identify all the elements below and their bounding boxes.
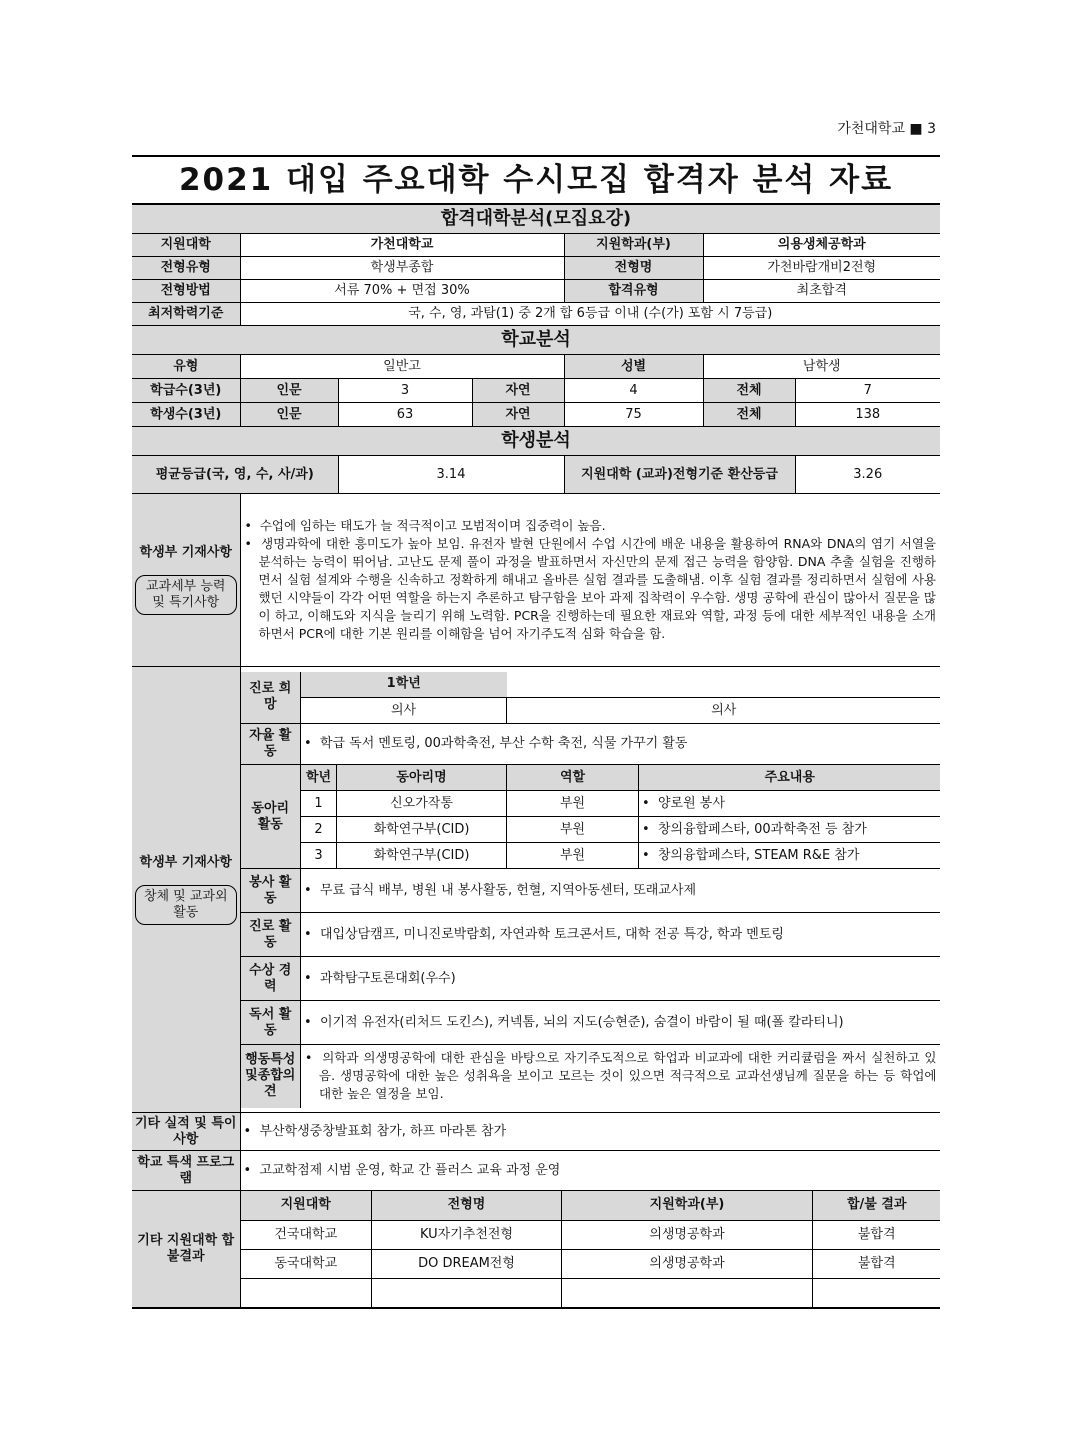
page-title: 2021 대입 주요대학 수시모집 합격자 분석 자료 <box>178 162 894 198</box>
behavior-label: 행동특성및종합의견 <box>241 1045 301 1108</box>
others-table <box>241 1191 941 1307</box>
club-role: 부원 <box>507 817 639 843</box>
club-year: 2 <box>301 817 337 843</box>
others-univ: 동국대학교 <box>241 1249 372 1278</box>
club-row <box>241 843 941 869</box>
method-value: 서류 70% + 면접 30% <box>240 280 564 303</box>
career-act-label: 진로 활동 <box>241 913 301 957</box>
club-header: 주요내용 <box>639 765 941 791</box>
analysis-table <box>132 203 940 1309</box>
record-label: 학생부 기재사항 <box>139 854 232 870</box>
others-row-empty <box>241 1278 941 1307</box>
others-header: 지원학과(부) <box>562 1191 813 1220</box>
students-label: 학생수(3년) <box>132 403 240 427</box>
total-label: 전체 <box>703 403 795 427</box>
section-student: 학생분석 <box>132 427 940 456</box>
avg-value: 3.14 <box>338 456 564 494</box>
kind-label: 유형 <box>132 355 240 379</box>
club-content: • 창의융합페스타, 00과학축전 등 참가 <box>639 817 941 843</box>
volunteer-value: • 무료 급식 배부, 병원 내 봉사활동, 헌혈, 지역아동센터, 또래교사제 <box>301 869 941 913</box>
others-result: 불합격 <box>813 1249 941 1278</box>
career-label: 진로 희망 <box>241 672 301 724</box>
subject-note: • 수업에 임하는 태도가 늘 적극적이고 모범적이며 집중력이 높음. <box>244 518 606 533</box>
type-value: 학생부종합 <box>240 257 564 280</box>
self-value: • 학급 독서 멘토링, 00과학축전, 부산 수학 축전, 식물 가꾸기 활동 <box>301 724 941 765</box>
univ-value: 가천대학교 <box>240 234 564 257</box>
subject-badge: 교과세부 능력 및 특기사항 <box>135 575 237 615</box>
subject-record-label <box>132 494 240 667</box>
others-dept: 의생명공학과 <box>562 1220 813 1249</box>
club-row <box>241 791 941 817</box>
club-name: 화학연구부(CID) <box>337 817 507 843</box>
min-value: 국, 수, 영, 과탐(1) 중 2개 합 6등급 이내 (수(가) 포함 시 7등급) <box>240 303 940 326</box>
subject-note: • 생명과학에 대한 흥미도가 높아 보임. 유전자 발현 단원에서 수업 시간에 배운 내용을 활용하여 RNA와 DNA의 염기 서열을 분석하는 능력이 뛰어남. 고난도 문제 풀이 과정을 발표하면서 자신만의 문제 접근 능력을 함양함. DNA 추출 실험을 진행하면서 실험 설계와 수행을 신속하고 정확하게 해내고 올바른 실험 결과를 도출해냄. 이후 실험 결과를 정리하면서 실험에 사용했던 시약들이 각각 어떤 역할을 하는지 추론하고 탐구함을 보아 과제 집착력이 우수함. 생명 공학에 관심이 많아서 질문을 많이 하고, 이해도와 지식을 늘리기 위해 노력함. PCR을 진행하는데 필요한 재료와 역할, 과정 등에 대한 세부적인 내용을 소개하면서 PCR에 대한 기본 원리를 이해함을 넘어 자기주도적 심화 학습을 함. <box>244 536 937 641</box>
others-label: 기타 지원대학 합불결과 <box>132 1191 240 1309</box>
classes-label: 학급수(3년) <box>132 379 240 403</box>
others-univ: 건국대학교 <box>241 1220 372 1249</box>
program-value: • 고교학점제 시범 운영, 학교 간 플러스 교육 과정 운영 <box>240 1151 940 1191</box>
result-label: 합격유형 <box>564 280 703 303</box>
conv-value: 3.26 <box>795 456 940 494</box>
students-sci: 75 <box>564 403 703 427</box>
others-header: 지원대학 <box>241 1191 372 1220</box>
reading-label: 독서 활동 <box>241 1001 301 1045</box>
others-dept: 의생명공학과 <box>562 1249 813 1278</box>
club-name: 신오가작통 <box>337 791 507 817</box>
univ-label: 지원대학 <box>132 234 240 257</box>
activity-block <box>240 667 940 1113</box>
club-role: 부원 <box>507 791 639 817</box>
students-total: 138 <box>795 403 940 427</box>
kind-value: 일반고 <box>240 355 564 379</box>
club-name: 화학연구부(CID) <box>337 843 507 869</box>
others-type: KU자기추천전형 <box>372 1220 562 1249</box>
students-hum: 63 <box>338 403 472 427</box>
etc-label: 기타 실적 및 특이사항 <box>132 1113 240 1151</box>
document-page <box>132 155 940 1309</box>
gender-label: 성별 <box>564 355 703 379</box>
classes-sci: 4 <box>564 379 703 403</box>
dept-value: 의용생체공학과 <box>703 234 940 257</box>
dept-label: 지원학과(부) <box>564 234 703 257</box>
club-role: 부원 <box>507 843 639 869</box>
conv-label: 지원대학 (교과)전형기준 환산등급 <box>564 456 795 494</box>
others-result: 불합격 <box>813 1220 941 1249</box>
sci-label: 자연 <box>472 379 564 403</box>
club-header: 역할 <box>507 765 639 791</box>
record-label: 학생부 기재사항 <box>139 545 232 560</box>
hum-label: 인문 <box>240 403 338 427</box>
grade-header: 1학년 <box>301 672 507 698</box>
name-value: 가천바람개비2전형 <box>703 257 940 280</box>
club-content: • 창의융합페스타, STEAM R&E 참가 <box>639 843 941 869</box>
club-year: 1 <box>301 791 337 817</box>
career-1: 의사 <box>301 698 507 724</box>
others-header: 전형명 <box>372 1191 562 1220</box>
club-header: 동아리명 <box>337 765 507 791</box>
self-label: 자율 활동 <box>241 724 301 765</box>
club-content: • 양로원 봉사 <box>639 791 941 817</box>
others-type: DO DREAM전형 <box>372 1249 562 1278</box>
classes-hum: 3 <box>338 379 472 403</box>
min-label: 최저학력기준 <box>132 303 240 326</box>
activity-table <box>241 672 941 1108</box>
behavior-value: • 의학과 의생명공학에 대한 관심을 바탕으로 자기주도적으로 학업과 비교과에 대한 커리큘럼을 짜서 실천하고 있음. 생명공학에 대한 높은 성취욕을 보이고 모르는 것이 있으면 적극적으로 교과선생님께 질문을 하는 등 학업에 대한 높은 열정을 보임. <box>301 1045 941 1108</box>
others-row <box>241 1249 941 1278</box>
activity-record-label <box>132 667 240 1113</box>
club-label: 동아리 활동 <box>241 765 301 869</box>
reading-value: • 이기적 유전자(리처드 도킨스), 커넥톰, 뇌의 지도(승현준), 숨결이 바람이 될 때(폴 칼라티니) <box>301 1001 941 1045</box>
sci-label: 자연 <box>472 403 564 427</box>
others-block <box>240 1191 940 1309</box>
club-header: 학년 <box>301 765 337 791</box>
program-label: 학교 특색 프로그램 <box>132 1151 240 1191</box>
award-value: • 과학탐구토론대회(우수) <box>301 957 941 1001</box>
career-act-value: • 대입상담캠프, 미니진로박람회, 자연과학 토크콘서트, 대학 전공 특강, 학과 멘토링 <box>301 913 941 957</box>
page-number: 가천대학교 ■ 3 <box>837 121 936 137</box>
others-row <box>241 1220 941 1249</box>
etc-value: • 부산학생중창발표회 참가, 하프 마라톤 참가 <box>240 1113 940 1151</box>
activity-badge: 창체 및 교과외 활동 <box>135 885 237 925</box>
section-school: 학교분석 <box>132 326 940 355</box>
others-header: 합/불 결과 <box>813 1191 941 1220</box>
career-2: 의사 <box>507 698 941 724</box>
subject-notes <box>240 494 940 667</box>
section-admission: 합격대학분석(모집요강) <box>132 204 940 234</box>
club-year: 3 <box>301 843 337 869</box>
method-label: 전형방법 <box>132 280 240 303</box>
gender-value: 남학생 <box>703 355 940 379</box>
avg-label: 평균등급(국, 영, 수, 사/과) <box>132 456 338 494</box>
type-label: 전형유형 <box>132 257 240 280</box>
name-label: 전형명 <box>564 257 703 280</box>
hum-label: 인문 <box>240 379 338 403</box>
result-value: 최초합격 <box>703 280 940 303</box>
award-label: 수상 경력 <box>241 957 301 1001</box>
total-label: 전체 <box>703 379 795 403</box>
club-row <box>241 817 941 843</box>
classes-total: 7 <box>795 379 940 403</box>
volunteer-label: 봉사 활동 <box>241 869 301 913</box>
